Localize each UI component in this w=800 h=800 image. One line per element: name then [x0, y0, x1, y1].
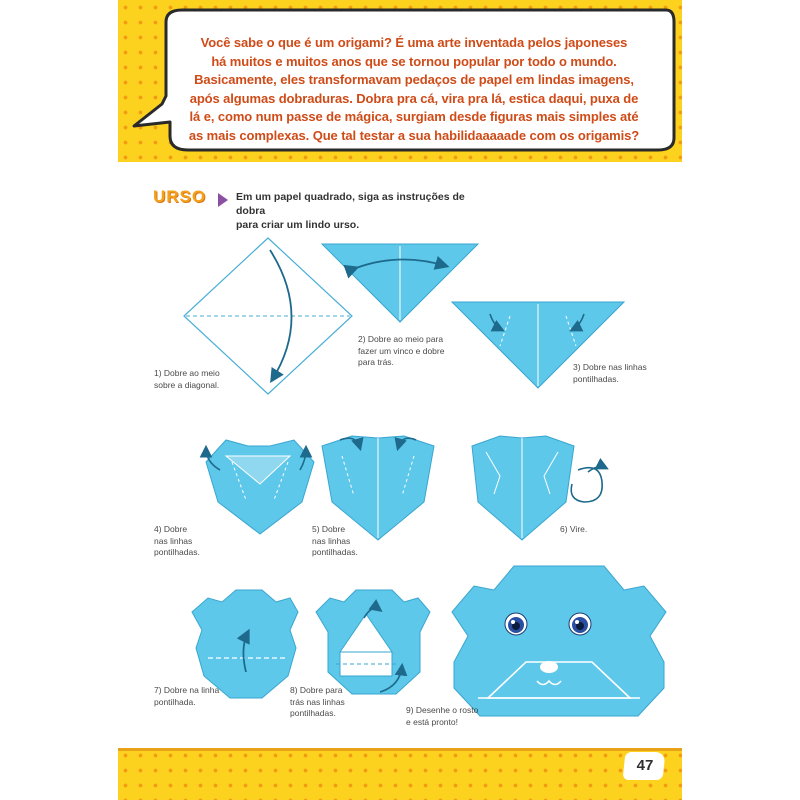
- caption-line: e está pronto!: [406, 716, 458, 727]
- step-7-caption: [154, 685, 219, 708]
- step-3-caption: [573, 362, 647, 385]
- caption-line: 9) Desenhe o rosto: [406, 705, 479, 715]
- intro-line: Basicamente, eles transformavam pedaços de papel em lindas imagens,: [194, 72, 634, 87]
- caption-line: 5) Dobre: [312, 524, 346, 534]
- caption-line: para trás.: [358, 357, 394, 367]
- right-eye-icon: [569, 613, 591, 635]
- intro-line: lá e, como num passe de mágica, surgiam desde figuras mais simples até: [189, 109, 639, 124]
- caption-line: pontilhadas.: [290, 708, 336, 718]
- caption-line: 6) Vire.: [560, 524, 588, 534]
- step-8-diagram: [316, 590, 430, 694]
- section-title: URSO: [153, 187, 207, 206]
- step-7-diagram: [192, 590, 298, 698]
- caption-line: 2) Dobre ao meio para: [358, 334, 444, 344]
- step-6-caption: [560, 524, 587, 536]
- caption-line: fazer um vinco e dobre: [358, 345, 445, 356]
- intro-line: após algumas dobraduras. Dobra pra cá, vira pra lá, estica daqui, puxa de: [189, 90, 639, 106]
- step-4-diagram: [206, 440, 314, 534]
- footer-banner: [118, 748, 682, 800]
- footer-divider: [118, 748, 682, 751]
- caption-line: pontilhadas.: [312, 547, 358, 557]
- caption-line: trás nas linhas: [290, 696, 345, 707]
- step-2-caption: [358, 334, 444, 369]
- step-9-caption: [406, 705, 478, 728]
- page-number: 47: [636, 757, 654, 774]
- left-eye-icon: [505, 613, 527, 635]
- instruction-line: para criar um lindo urso.: [236, 219, 360, 231]
- step-8-caption: [290, 685, 345, 720]
- intro-line: há muitos e muitos anos que se tornou popular por todo o mundo.: [211, 53, 617, 69]
- caption-line: pontilhada.: [154, 696, 196, 707]
- intro-line: as mais complexas. Que tal testar a sua habilidaaaaade com os origamis?: [188, 127, 640, 143]
- caption-line: 3) Dobre nas linhas: [573, 362, 647, 372]
- caption-line: 1) Dobre ao meio: [154, 368, 220, 378]
- nose-icon: [540, 661, 558, 673]
- caption-line: 4) Dobre: [154, 524, 188, 534]
- caption-line: 7) Dobre na linha: [154, 685, 220, 695]
- caption-line: pontilhadas.: [573, 373, 619, 384]
- intro-line: Você sabe o que é um origami? É uma arte inventada pelos japoneses: [200, 35, 628, 50]
- step-4-caption: [154, 524, 200, 559]
- caption-line: nas linhas: [154, 535, 193, 546]
- step-5-caption: [312, 524, 358, 559]
- caption-line: pontilhadas.: [154, 547, 200, 557]
- caption-line: 8) Dobre para: [290, 685, 343, 695]
- step-1-caption: [154, 368, 220, 391]
- caption-line: sobre a diagonal.: [154, 379, 220, 390]
- caption-line: nas linhas: [312, 535, 351, 546]
- instruction-line: Em um papel quadrado, siga as instruções de dobra: [236, 191, 465, 217]
- step-9-bear-face: [452, 566, 666, 716]
